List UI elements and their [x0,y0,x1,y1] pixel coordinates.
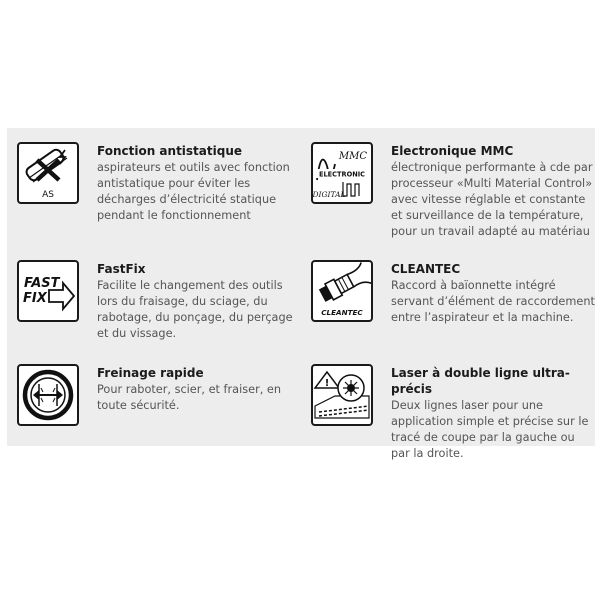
feature-description: Facilite le changement des outils lors du fraisage, du sciage, du rabotage, du ponçage, du perçage et du vissage. [97,279,293,340]
digital-label: DIGITAL [313,190,346,199]
fastfix-icon [17,260,79,322]
feature-description: Raccord à baïonnette intégré servant d’élément de raccordement entre l’aspirateur et la machine. [391,279,595,324]
feature-title: Fonction antistatique [97,144,243,158]
fix-label: FIX [23,291,47,306]
feature-description: électronique performante à cde par processeur «Multi Material Control» avec vitesse réglable et constante et surveillance de la température, pour un travail adapté au matériau [391,161,593,238]
feature-title: Electronique MMC [391,144,514,158]
brake-icon [17,364,79,426]
feature-title: Laser à double ligne ultra-précis [391,366,570,396]
cleantec-icon [311,260,373,322]
feature-title: CLEANTEC [391,262,461,276]
antistatic-icon [17,142,79,204]
mmc-label: MMC [338,151,368,162]
svg-text:!: ! [324,378,330,389]
feature-title: Freinage rapide [97,366,204,380]
feature-description: Pour raboter, scier, et fraiser, en toute sécurité. [97,383,282,412]
fast-label: FAST [24,276,60,291]
mmc-electronic-icon [311,142,373,204]
feature-description: aspirateurs et outils avec fonction antistatique pour éviter les décharges d’électricité statique pendant le fonctionnement [97,161,290,222]
feature-description: Deux lignes laser pour une application simple et précise sur le tracé de coupe par la gauche ou par la droite. [391,399,589,460]
electronic-label: ELECTRONIC [318,170,366,179]
laser-icon [311,364,373,426]
antistatic-icon-label: AS [42,190,54,200]
cleantec-label: CLEANTEC [321,308,363,317]
feature-title: FastFix [97,262,146,276]
features-panel [7,128,595,460]
